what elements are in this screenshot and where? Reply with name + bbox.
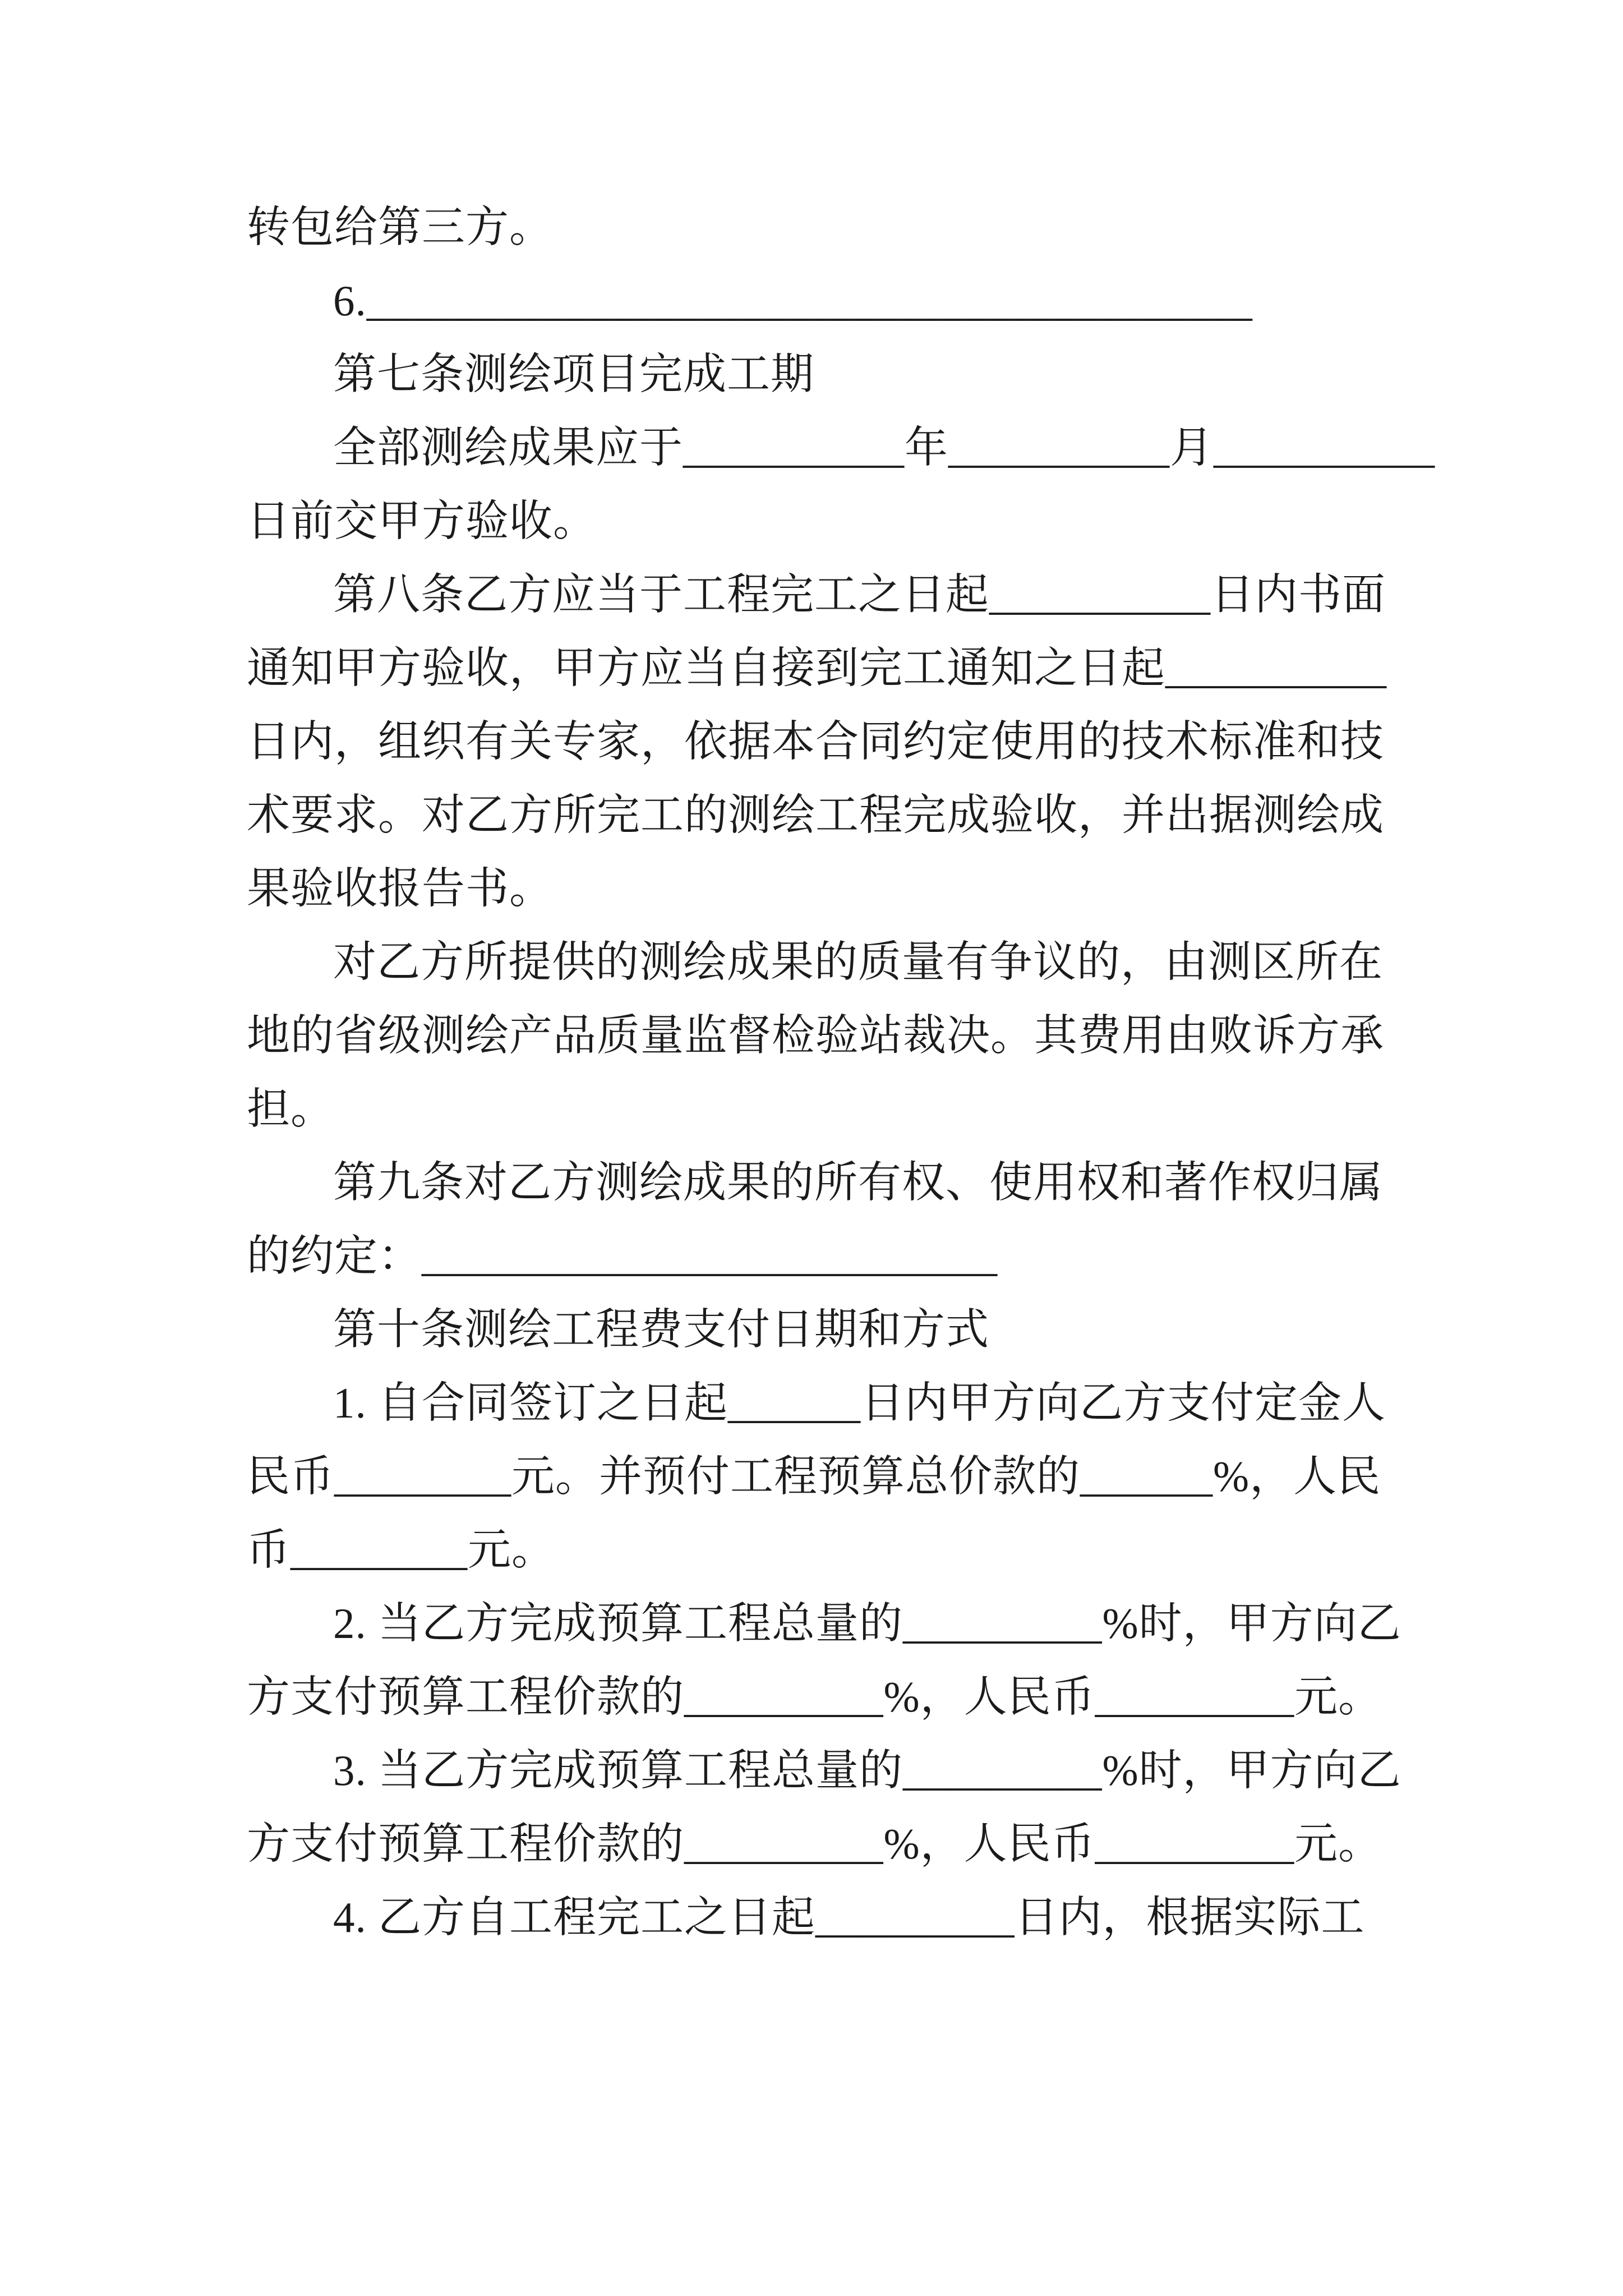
- clause-8-dispute-line: 对乙方所提供的测绘成果的质量有争议的，由测区所在: [333, 938, 1383, 986]
- clause-10-item-2-line: 方支付预算工程价款的_________%，人民币_________元。: [247, 1673, 1382, 1721]
- clause-10-item-1-line: 民币________元。并预付工程预算总价款的______%，人民: [247, 1452, 1381, 1501]
- clause-9-line: 的约定：__________________________: [247, 1232, 998, 1280]
- clause-10-item-3-line: 3. 当乙方完成预算工程总量的_________%时，甲方向乙: [333, 1746, 1401, 1795]
- clause-8-body-line: 术要求。对乙方所完工的测绘工程完成验收，并出据测绘成: [247, 791, 1384, 839]
- clause-7-heading: 第七条测绘项目完成工期: [333, 350, 814, 398]
- clause-10-item-3-line: 方支付预算工程价款的_________%，人民币_________元。: [247, 1820, 1382, 1868]
- clause-8-dispute-line: 地的省级测绘产品质量监督检验站裁决。其费用由败诉方承: [247, 1011, 1384, 1060]
- clause-10-item-4-line: 4. 乙方自工程完工之日起_________日内，根据实际工: [333, 1893, 1365, 1941]
- clause-10-item-2-line: 2. 当乙方完成预算工程总量的_________%时，甲方向乙: [333, 1599, 1401, 1648]
- clause-10-item-1-line: 币________元。: [247, 1526, 555, 1574]
- clause-8-body-line: 日内，组织有关专家，依据本合同约定使用的技术标准和技: [247, 717, 1384, 766]
- clause-10-item-1-line: 1. 自合同签订之日起______日内甲方向乙方支付定金人: [333, 1379, 1386, 1427]
- clause-7-body-line: 全部测绘成果应于__________年__________月__________: [333, 424, 1435, 472]
- clause-9-line: 第九条对乙方测绘成果的所有权、使用权和著作权归属: [333, 1158, 1383, 1207]
- clause-8-dispute-line: 担。: [247, 1085, 334, 1133]
- clause-8-body-line: 第八条乙方应当于工程完工之日起__________日内书面: [333, 570, 1386, 619]
- item-6-line: 6.________________________________________: [333, 277, 1253, 325]
- clause-8-body-line: 通知甲方验收，甲方应当自接到完工通知之日起__________: [247, 644, 1387, 692]
- paragraph-continuation: 转包给第三方。: [247, 203, 553, 251]
- clause-7-body-line: 日前交甲方验收。: [247, 497, 597, 545]
- clause-8-body-line: 果验收报告书。: [247, 864, 553, 913]
- clause-10-heading: 第十条测绘工程费支付日期和方式: [333, 1305, 989, 1354]
